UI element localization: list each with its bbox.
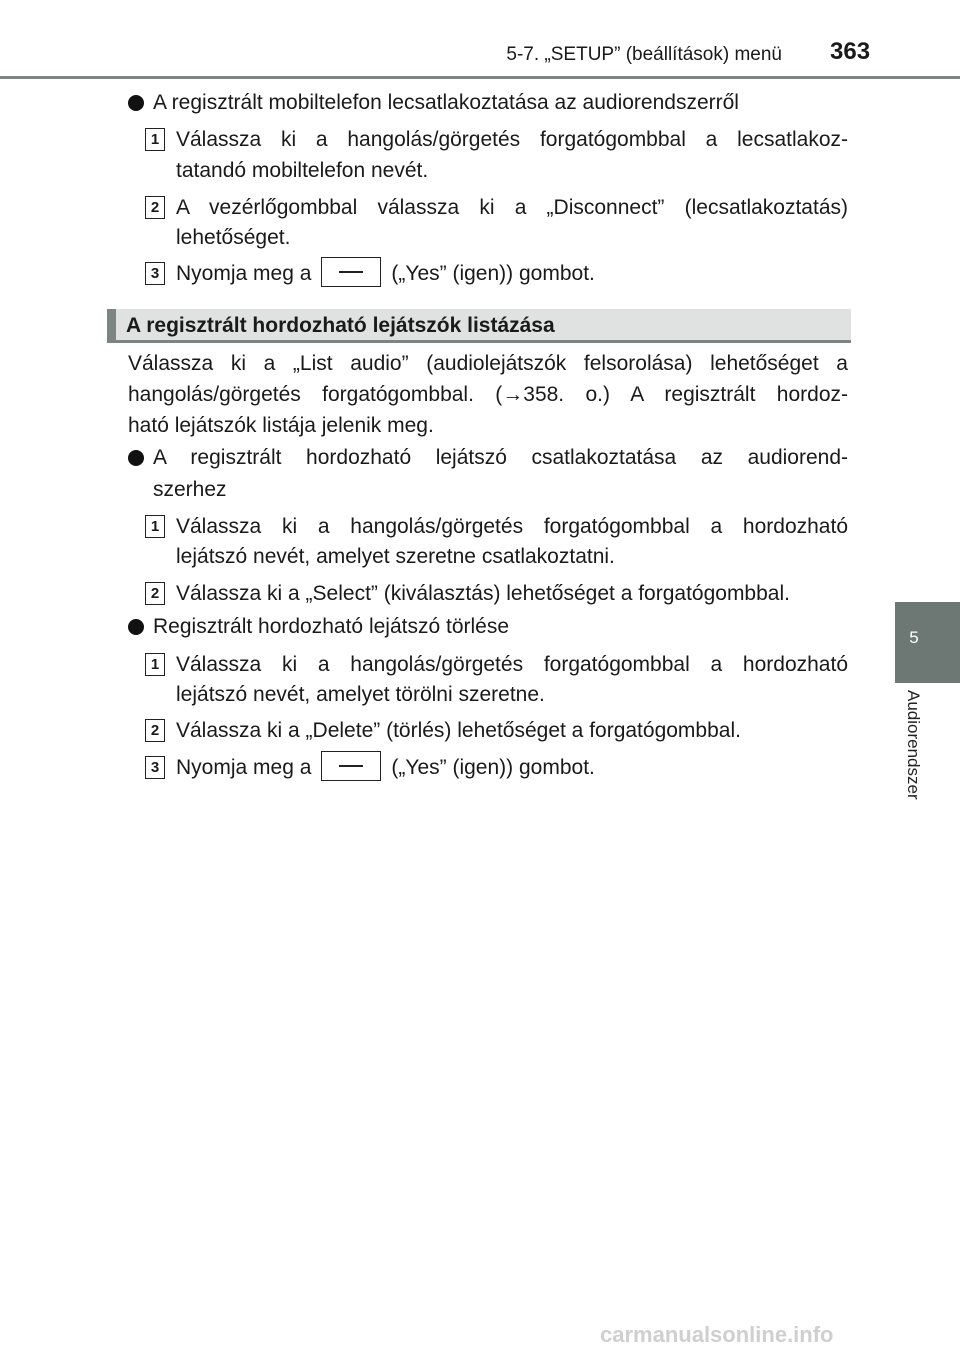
intro-text: ható lejátszók listája jelenik meg. bbox=[128, 414, 434, 437]
chapter-label: Audiorendszer bbox=[904, 690, 923, 800]
step-text: tatandó mobiltelefon nevét. bbox=[176, 159, 429, 182]
step-text: lejátszó nevét, amelyet törölni szeretne. bbox=[176, 683, 545, 706]
step-number: 2 bbox=[145, 582, 165, 605]
step-text-before: Nyomja meg a bbox=[176, 756, 312, 779]
bullet-heading: A regisztrált hordozható lejátszó csatlakoztatása az audiorend- bbox=[153, 446, 848, 469]
section-heading-title: A regisztrált hordozható lejátszók listázása bbox=[126, 314, 555, 337]
step-number: 3 bbox=[145, 262, 165, 285]
step-number: 3 bbox=[145, 756, 165, 779]
step-text: Válassza ki a „Delete” (törlés) lehetőséget a forgatógombbal. bbox=[176, 719, 741, 742]
bullet-icon bbox=[128, 619, 144, 635]
dash-button-icon bbox=[321, 257, 381, 287]
step-text: Válassza ki a hangolás/görgetés forgatógombbal a lecsatlakoz- bbox=[176, 128, 848, 151]
step-text: Válassza ki a hangolás/görgetés forgatógombbal a hordozható bbox=[176, 653, 848, 676]
bullet-icon bbox=[128, 450, 144, 466]
page-number: 363 bbox=[830, 38, 871, 65]
chapter-tab bbox=[895, 602, 960, 683]
bullet-heading: szerhez bbox=[153, 478, 227, 501]
header-rule bbox=[0, 76, 960, 79]
header-section-title: 5-7. „SETUP” (beállítások) menü bbox=[506, 44, 782, 65]
step-text: Válassza ki a „Select” (kiválasztás) lehetőséget a forgatógombbal. bbox=[176, 582, 790, 605]
section-heading-bar bbox=[107, 309, 116, 343]
step-text-after: („Yes” (igen)) gombot. bbox=[391, 756, 595, 779]
intro-text: Válassza ki a „List audio” (audiolejátszók felsorolása) lehetőséget a bbox=[128, 352, 848, 375]
intro-text: hangolás/görgetés forgatógombbal. (→358. o.) A regisztrált hordoz- bbox=[128, 383, 848, 406]
step-text: Válassza ki a hangolás/görgetés forgatógombbal a hordozható bbox=[176, 515, 848, 538]
step-number: 1 bbox=[145, 128, 165, 151]
step-text bbox=[176, 258, 848, 290]
dash-button-icon bbox=[321, 751, 381, 781]
step-text: A vezérlőgombbal válassza ki a „Disconnect” (lecsatlakoztatás) bbox=[176, 196, 848, 219]
step-text-after: („Yes” (igen)) gombot. bbox=[391, 262, 595, 285]
bullet-heading: Regisztrált hordozható lejátszó törlése bbox=[153, 615, 510, 638]
step-text: lehetőséget. bbox=[176, 226, 291, 249]
step-number: 2 bbox=[145, 719, 165, 742]
chapter-number: 5 bbox=[909, 628, 919, 647]
watermark: carmanualsonline.info bbox=[600, 1322, 834, 1347]
step-number: 1 bbox=[145, 653, 165, 676]
step-text bbox=[176, 752, 848, 784]
step-text-before: Nyomja meg a bbox=[176, 262, 312, 285]
step-number: 2 bbox=[145, 196, 165, 219]
bullet-heading: A regisztrált mobiltelefon lecsatlakoztatása az audiorendszerről bbox=[153, 91, 739, 114]
step-text: lejátszó nevét, amelyet szeretne csatlakoztatni. bbox=[176, 545, 615, 568]
step-number: 1 bbox=[145, 515, 165, 538]
section-heading bbox=[107, 309, 851, 343]
bullet-icon bbox=[128, 95, 144, 111]
